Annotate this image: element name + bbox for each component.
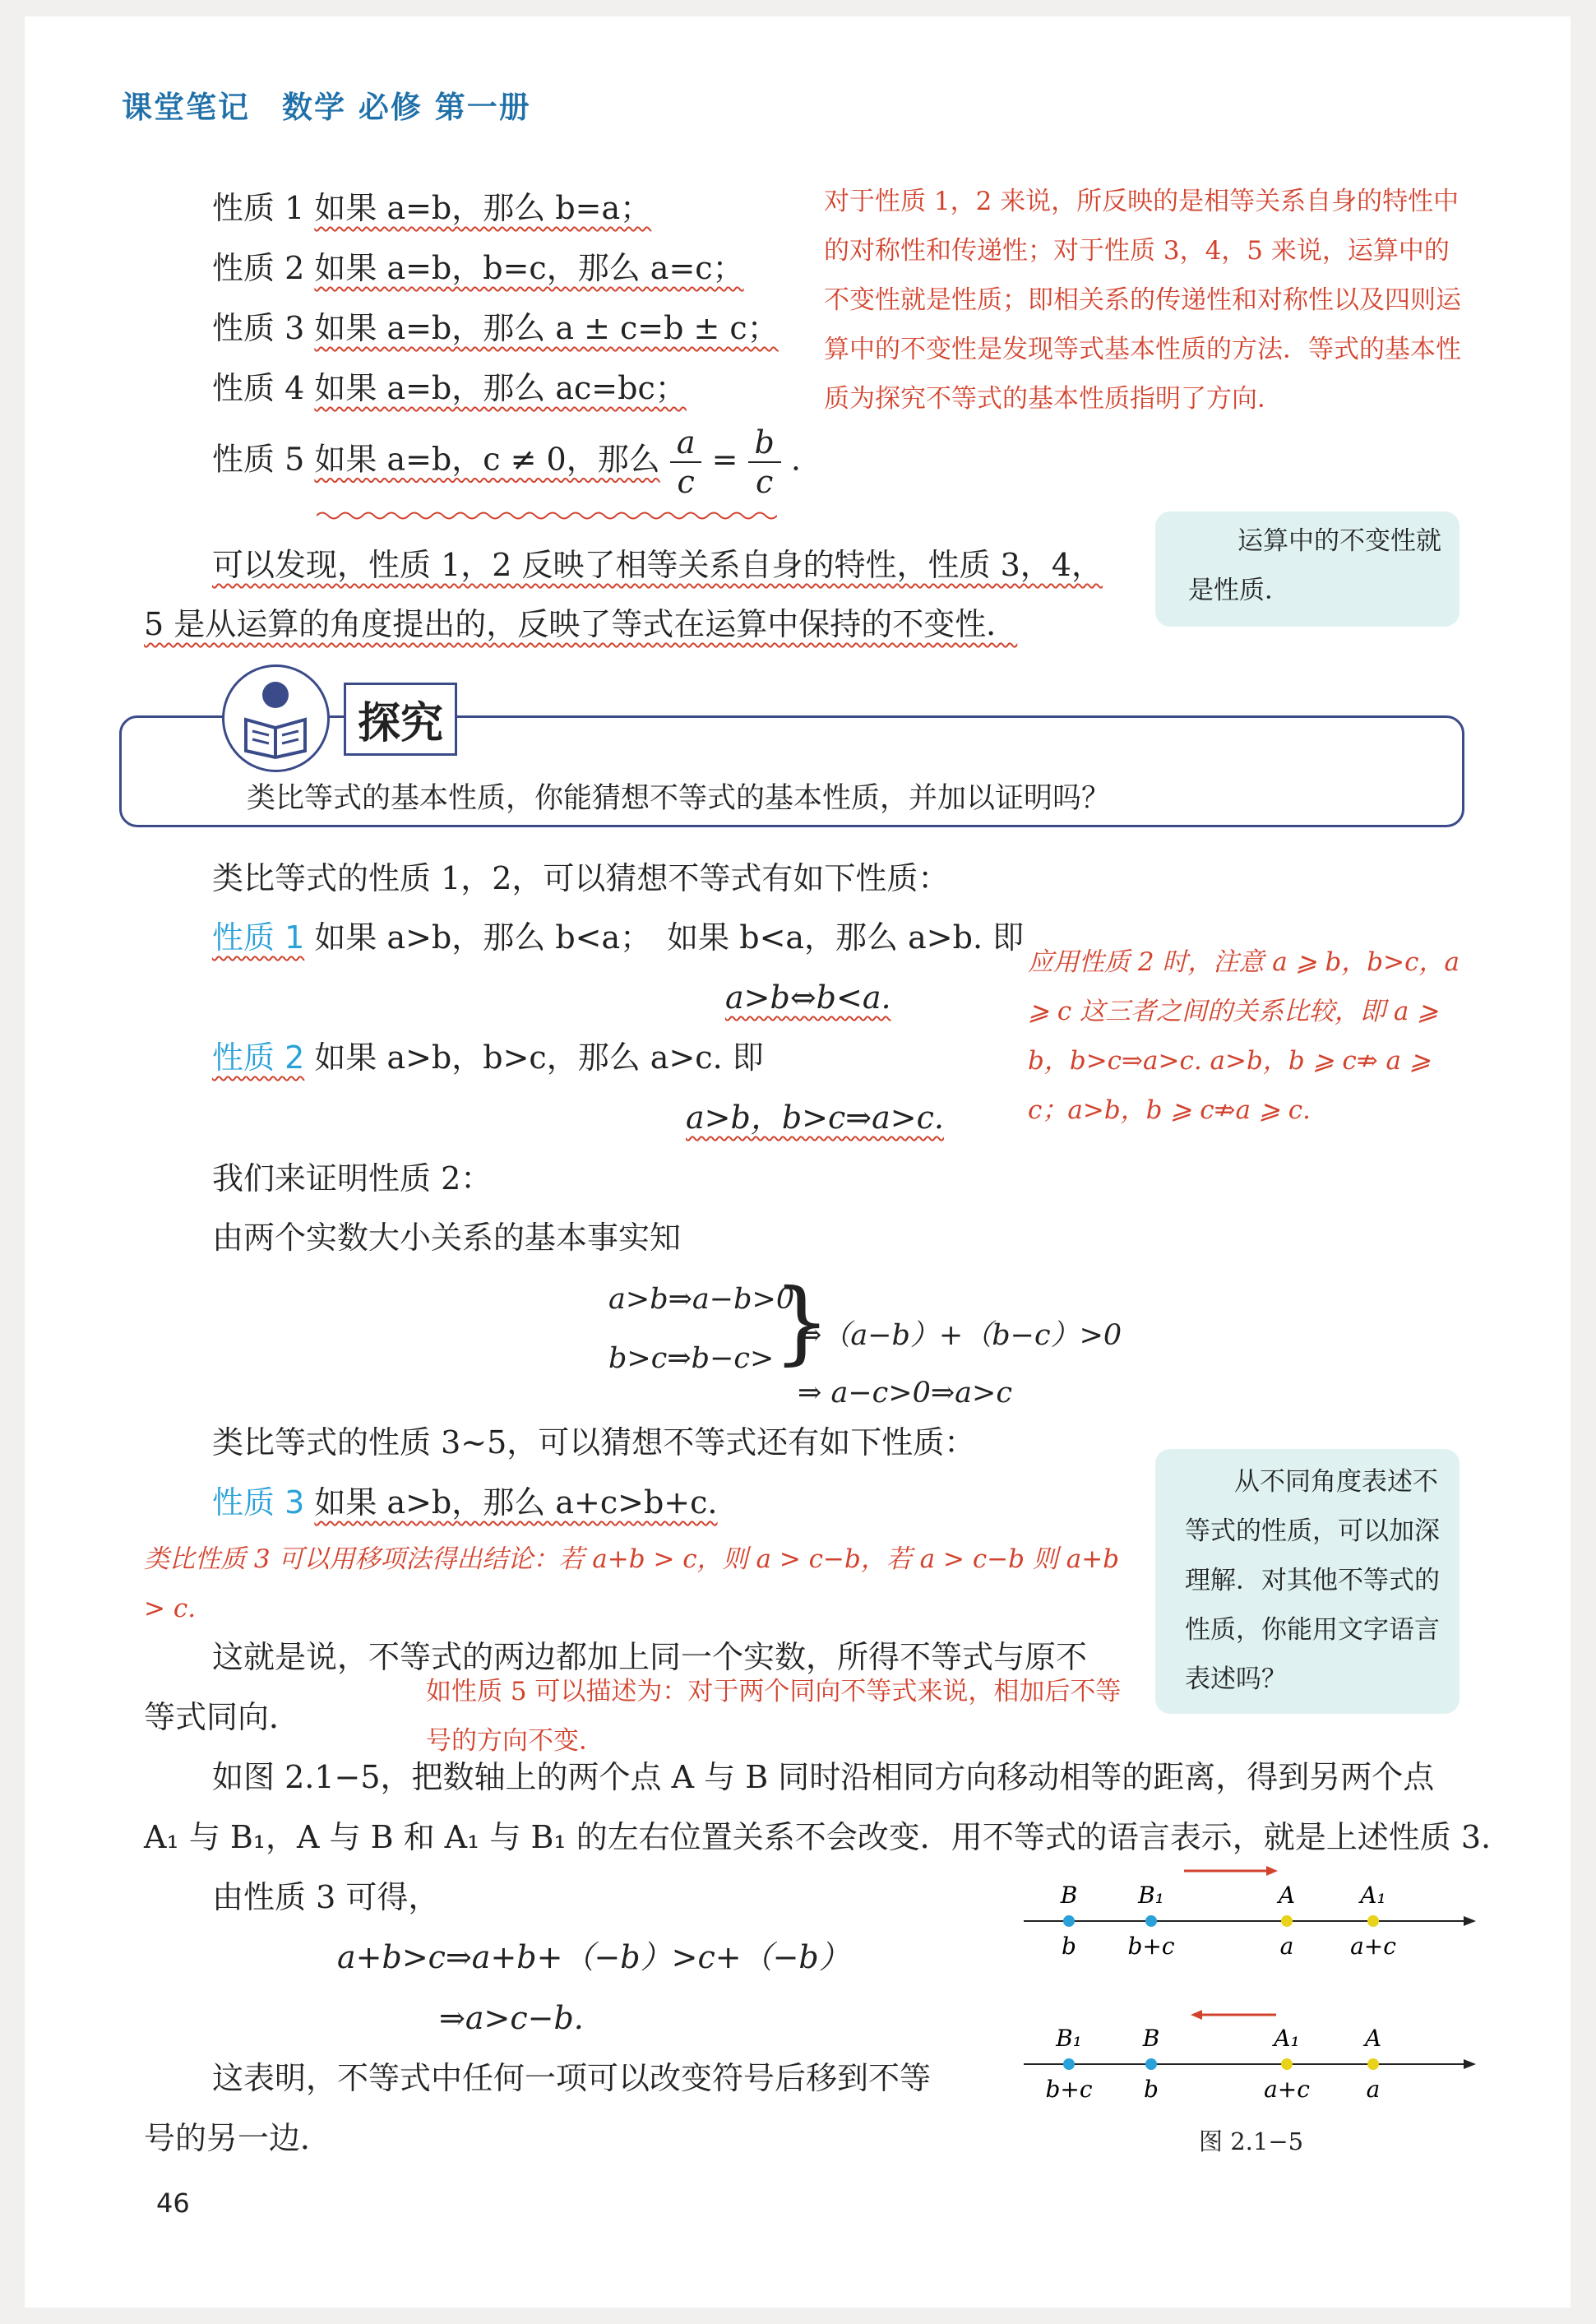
para-figure-line1: 如图 2.1−5，把数轴上的两个点 A 与 B 同时沿相同方向移动相等的距离，得到另两个点 [212, 1759, 1435, 1795]
line1-point-value-2: a [1279, 1933, 1294, 1960]
figure-caption: 图 2.1−5 [1199, 2127, 1304, 2155]
derive-line-1: a+b>c⇒a+b+（−b）>c+（−b） [337, 1939, 850, 1975]
figure-number-lines [1020, 1850, 1480, 2130]
equality-prop-4 [212, 363, 687, 408]
ineq-prop-1-label: 性质 1 [212, 919, 305, 956]
line1-point-2 [1281, 1915, 1293, 1927]
prop-text: 如果 a=b，b=c，那么 a=c； [314, 250, 744, 286]
arrowhead-right-icon [1266, 1866, 1278, 1876]
equality-prop-3 [212, 303, 779, 348]
line2-point-label-0: B₁ [1056, 2025, 1082, 2052]
prop-label: 性质 2 [212, 250, 305, 286]
analog-intro-2: 类比等式的性质 3~5，可以猜想不等式还有如下性质： [212, 1424, 976, 1461]
equality-prop-2 [212, 243, 744, 288]
para-discover-line1: 可以发现，性质 1，2 反映了相等关系自身的特性，性质 3，4， [212, 547, 1103, 583]
proof-result-2: ⇒ a−c>0⇒a>c [798, 1377, 1012, 1410]
line2-point-label-3: A [1364, 2025, 1382, 2052]
para-same-direction-line1: 这就是说，不等式的两边都加上同一个实数，所得不等式与原不 [212, 1639, 1088, 1675]
line2-point-value-0: b+c [1045, 2076, 1093, 2103]
proof-line-2: b>c⇒b−c> [608, 1342, 775, 1375]
explore-question: 类比等式的基本性质，你能猜想不等式的基本性质，并加以证明吗？ [247, 782, 1111, 815]
prop-text: 如果 a=b，c ≠ 0，那么 [314, 441, 660, 478]
explore-label: 探究 [344, 683, 457, 756]
equality-prop-1 [212, 183, 651, 228]
arrowhead-left-icon [1191, 2010, 1202, 2020]
derive-intro: 由性质 3 可得， [212, 1879, 440, 1915]
ineq-prop-2 [212, 1028, 764, 1087]
line1-point-label-2: A [1278, 1882, 1296, 1909]
proof-fact: 由两个实数大小关系的基本事实知 [212, 1220, 682, 1256]
proof-line-1: a>b⇒a−b>0 [608, 1283, 795, 1316]
prop-label: 性质 4 [212, 370, 305, 406]
line2-point-value-1: b [1144, 2076, 1159, 2103]
equality-prop-5: 性质 5 如果 a=b，c ≠ 0，那么 $\frac{a}{c}$ = $\frac{b}{c}$ . [212, 424, 802, 500]
page-header: 课堂笔记 数学 必修 第一册 [122, 90, 531, 125]
line1-point-label-0: B [1060, 1882, 1078, 1909]
fraction-a-over-c: $\frac{a}{c}$ [670, 424, 702, 501]
ineq-prop-2-text: 如果 a>b，b>c，那么 a>c. 即 [314, 1039, 764, 1076]
line2-point-value-3: a [1366, 2076, 1381, 2103]
ineq-prop-2-label: 性质 2 [212, 1039, 305, 1076]
prop-label: 性质 3 [212, 310, 305, 346]
para-figure-line2: A₁ 与 B₁，A 与 B 和 A₁ 与 B₁ 的左右位置关系不会改变．用不等式的语言表示，就是上述性质 3. [144, 1819, 1492, 1855]
prop5-wavy-underline [317, 510, 777, 521]
line2-point-1 [1145, 2058, 1157, 2070]
proof-brace: } [773, 1269, 830, 1374]
reading-person-icon [222, 664, 330, 772]
line1-point-value-0: b [1062, 1933, 1076, 1960]
line1-point-value-1: b+c [1127, 1933, 1175, 1960]
ineq-prop-3-text: 如果 a>b，那么 a+c>b+c. [314, 1484, 718, 1521]
line2-point-value-2: a+c [1264, 2076, 1310, 2103]
para-same-direction-line2: 等式同向． [144, 1699, 301, 1735]
para-move-line1: 这表明，不等式中任何一项可以改变符号后移到不等 [212, 2060, 932, 2096]
ineq-prop-3 [212, 1473, 717, 1532]
tip-box-express: 从不同角度表述不等式的性质，可以加深理解．对其他不等式的性质，你能用文字语言表述吗？ [1155, 1449, 1460, 1714]
line2-point-0 [1063, 2058, 1075, 2070]
page-number: 46 [156, 2187, 190, 2219]
prop-label: 性质 1 [212, 190, 305, 226]
derive-line-2: ⇒a>c−b. [439, 2000, 584, 2036]
line1-point-3 [1367, 1915, 1379, 1927]
proof-result-1: ⇒（a−b）+（b−c）>0 [798, 1319, 1122, 1352]
line1-point-label-1: B₁ [1138, 1882, 1164, 1909]
ineq-prop-1-formula: a>b⇔b<a. [725, 979, 891, 1016]
proof-intro: 我们来证明性质 2： [212, 1160, 493, 1197]
line2-point-label-1: B [1142, 2025, 1160, 2052]
line1-point-value-3: a+c [1350, 1933, 1396, 1960]
line1-point-1 [1145, 1915, 1157, 1927]
prop-text: 如果 a=b，那么 ac=bc； [314, 370, 687, 406]
para-move-line2: 号的另一边． [144, 2120, 332, 2156]
note-prop-5: 如性质 5 可以描述为：对于两个同向不等式来说，相加后不等号的方向不变． [426, 1677, 1122, 1756]
analog-intro: 类比等式的性质 1，2，可以猜想不等式有如下性质： [212, 860, 950, 896]
para-discover-line2: 5 是从运算的角度提出的，反映了等式在运算中保持的不变性． [144, 606, 1018, 642]
line2-point-label-2: A₁ [1274, 2025, 1300, 2052]
line1-point-label-3: A₁ [1360, 1882, 1386, 1909]
fraction-b-over-c: $\frac{b}{c}$ [748, 424, 781, 501]
prop-text: 如果 a=b，那么 a ± c=b ± c； [314, 310, 779, 346]
ineq-prop-1-text: 如果 a>b，那么 b<a； 如果 b<a，那么 a>b. 即 [314, 919, 1025, 956]
tip-box-invariance: 运算中的不变性就是性质． [1155, 512, 1460, 627]
note-prop-2: 应用性质 2 时，注意 a ⩾ b，b>c，a ⩾ c 这三者之间的关系比较，即 a ⩾ b，b>c⇒a>c. a>b，b ⩾ c⇏ a ⩾ c；a>b，b ⩾ c⇏a ⩾ c. [1028, 947, 1460, 1125]
note-prop-3: 类比性质 3 可以用移项法得出结论：若 a+b > c，则 a > c−b，若 a > c−b 则 a+b > c. [144, 1544, 1120, 1623]
ineq-prop-1 [212, 908, 1024, 967]
arrowhead-icon [1464, 1916, 1476, 1926]
arrowhead-icon [1464, 2059, 1476, 2069]
ineq-prop-2-formula: a>b，b>c⇒a>c. [686, 1100, 944, 1136]
prop-text: 如果 a=b，那么 b=a； [314, 190, 652, 226]
line1-point-0 [1063, 1915, 1075, 1927]
ineq-prop-3-label: 性质 3 [212, 1484, 305, 1521]
line2-point-3 [1367, 2058, 1379, 2070]
line2-point-2 [1281, 2058, 1293, 2070]
note-equality-props: 对于性质 1，2 来说，所反映的是相等关系自身的特性中的对称性和传递性；对于性质 3，4，5 来说，运算中的不变性就是性质；即相关系的传递性和对称性以及四则运算中的不变性是发现等式基本性质的方法．等式的基本性质为探究不等式的基本性质指明了方向． [824, 187, 1461, 414]
prop-label: 性质 5 [212, 441, 305, 478]
